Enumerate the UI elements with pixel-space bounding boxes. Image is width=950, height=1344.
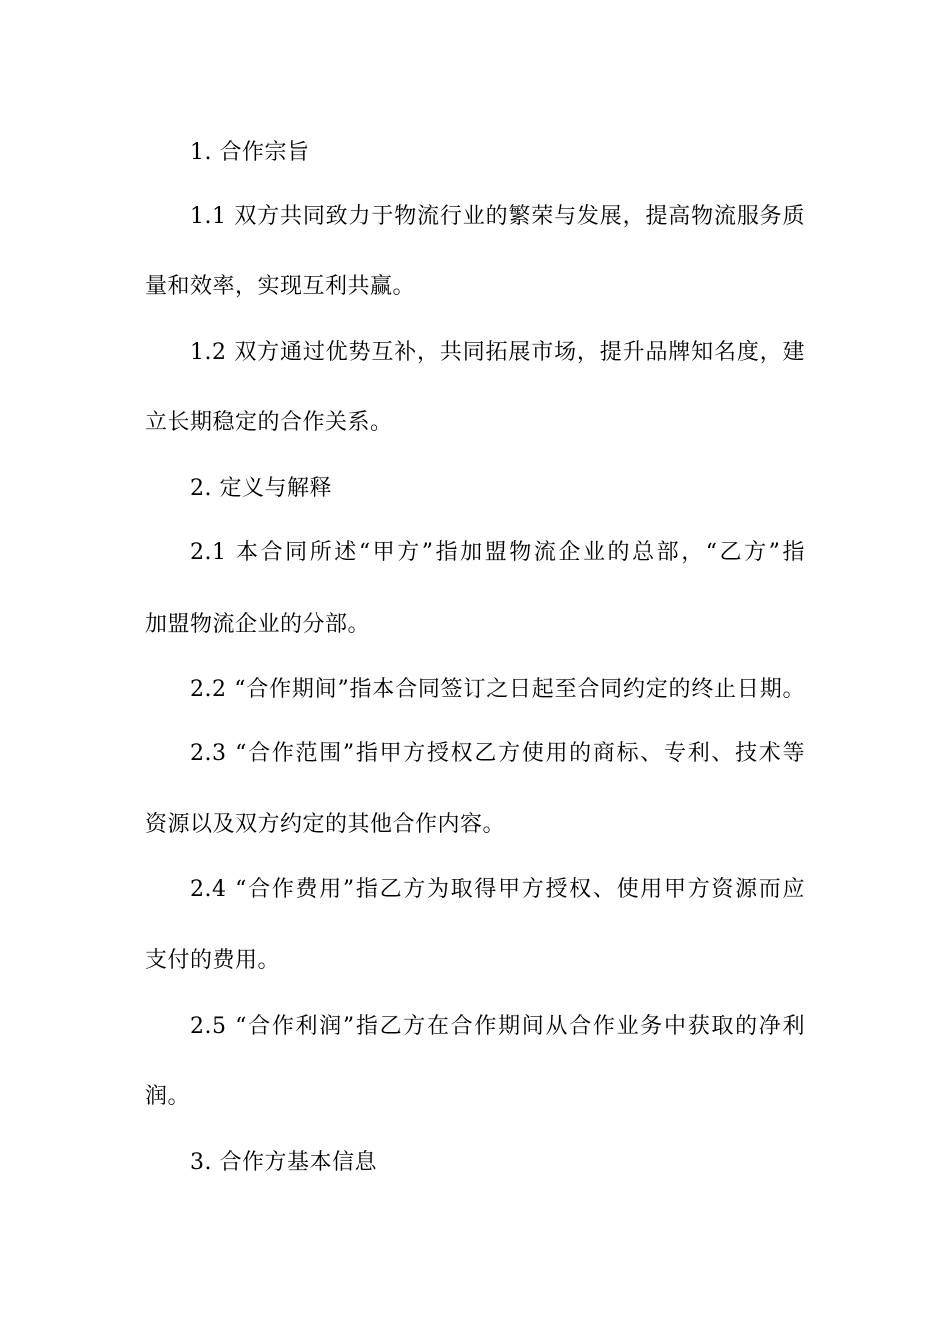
clause-2-3-line-1: 2.3 “合作范围”指甲方授权乙方使用的商标、专利、技术等 bbox=[190, 741, 805, 766]
section-heading-1: 1. 合作宗旨 bbox=[190, 140, 310, 165]
section-heading-3: 3. 合作方基本信息 bbox=[190, 1150, 377, 1175]
clause-1-1-line-1: 1.1 双方共同致力于物流行业的繁荣与发展，提高物流服务质 bbox=[190, 204, 805, 229]
clause-1-2-line-2: 立长期稳定的合作关系。 bbox=[145, 410, 393, 435]
clause-2-5-line-1: 2.5 “合作利润”指乙方在合作期间从合作业务中获取的净利 bbox=[190, 1014, 805, 1039]
clause-2-2-line-1: 2.2 “合作期间”指本合同签订之日起至合同约定的终止日期。 bbox=[190, 677, 805, 702]
clause-2-4-line-1: 2.4 “合作费用”指乙方为取得甲方授权、使用甲方资源而应 bbox=[190, 877, 805, 902]
clause-2-1-line-2: 加盟物流企业的分部。 bbox=[145, 612, 371, 637]
clause-2-1-line-1: 2.1 本合同所述“甲方”指加盟物流企业的总部，“乙方”指 bbox=[190, 540, 805, 565]
clause-2-3-line-2: 资源以及双方约定的其他合作内容。 bbox=[145, 812, 506, 837]
clause-1-2-line-1: 1.2 双方通过优势互补，共同拓展市场，提升品牌知名度，建 bbox=[190, 340, 805, 365]
clause-2-4-line-2: 支付的费用。 bbox=[145, 948, 281, 973]
clause-1-1-line-2: 量和效率，实现互利共赢。 bbox=[145, 274, 416, 299]
clause-2-5-line-2: 润。 bbox=[145, 1084, 191, 1109]
section-heading-2: 2. 定义与解释 bbox=[190, 476, 332, 501]
